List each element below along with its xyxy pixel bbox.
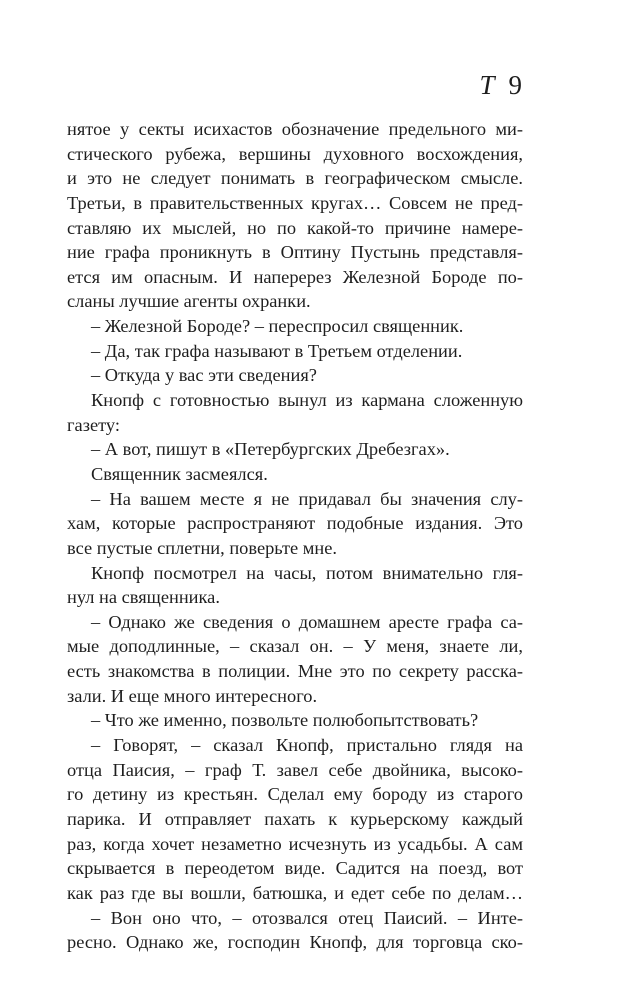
text-line: газету: xyxy=(67,414,120,435)
text-line: отца Паисия, – граф Т. завел себе двойника, высоко- xyxy=(67,759,523,780)
text-line: – Вон оно что, – отозвался отец Паисий. – Инте- xyxy=(91,907,523,928)
text-line: – Что же именно, позвольте полюбопытствовать? xyxy=(91,710,479,731)
running-header xyxy=(479,70,522,100)
text-line: – На вашем месте я не придавал бы значения слу- xyxy=(91,488,523,509)
body-text xyxy=(67,117,523,955)
text-line: хам, которые распространяют подобные издания. Это xyxy=(67,513,523,534)
text-line: ресно. Однако же, господин Кнопф, для торговца ско- xyxy=(67,932,523,953)
text-line: Священник засмеялся. xyxy=(91,463,268,484)
text-line: стического рубежа, вершины духовного восхождения, xyxy=(67,143,523,164)
text-line: нятое у секты исихастов обозначение предельного ми- xyxy=(67,119,523,139)
text-line: мые доподлинные, – сказал он. – У меня, знаете ли, xyxy=(67,636,523,657)
page-number: 9 xyxy=(508,70,522,100)
text-line: – А вот, пишут в «Петербургских Дребезгах». xyxy=(91,439,450,460)
text-line: все пустые сплетни, поверьте мне. xyxy=(67,537,338,558)
text-line: – Железной Бороде? – переспросил священник. xyxy=(91,316,464,337)
text-line: как раз где вы вошли, батюшка, и едет себе по делам… xyxy=(67,882,523,903)
text-line: – Да, так графа называют в Третьем отделении. xyxy=(91,340,463,361)
text-line: ставляю их мыслей, но по какой-то причине намере- xyxy=(67,217,523,238)
text-line: сланы лучшие агенты охранки. xyxy=(67,291,311,312)
text-line: есть знакомства в полиции. Мне это по секрету расска- xyxy=(67,661,523,682)
text-line: нул на священника. xyxy=(67,587,220,608)
text-line: ется им опасным. И наперерез Железной Бороде по- xyxy=(67,266,523,287)
text-line: ние графа проникнуть в Оптину Пустынь представля- xyxy=(67,242,523,263)
text-line: – Говорят, – сказал Кнопф, пристально глядя на xyxy=(91,735,523,756)
text-line: зали. И еще много интересного. xyxy=(67,685,318,706)
text-line: го детину из крестьян. Сделал ему бороду из старого xyxy=(67,784,523,805)
text-line: раз, когда хочет незаметно исчезнуть из усадьбы. А сам xyxy=(67,833,523,854)
text-line: Кнопф с готовностью вынул из кармана сложенную xyxy=(91,390,523,411)
text-line: скрывается в переодетом виде. Садится на поезд, вот xyxy=(67,858,523,879)
text-line: парика. И отправляет пахать к курьерскому каждый xyxy=(67,808,523,829)
text-line: – Однако же сведения о домашнем аресте графа са- xyxy=(91,611,523,632)
text-line: Кнопф посмотрел на часы, потом внимательно гля- xyxy=(91,562,523,583)
text-line: и это не следует понимать в географическом смысле. xyxy=(67,168,523,189)
text-line: Третьи, в правительственных кругах… Совсем не пред- xyxy=(67,192,523,213)
text-line: – Откуда у вас эти сведения? xyxy=(91,365,317,386)
running-title: T xyxy=(479,70,495,100)
